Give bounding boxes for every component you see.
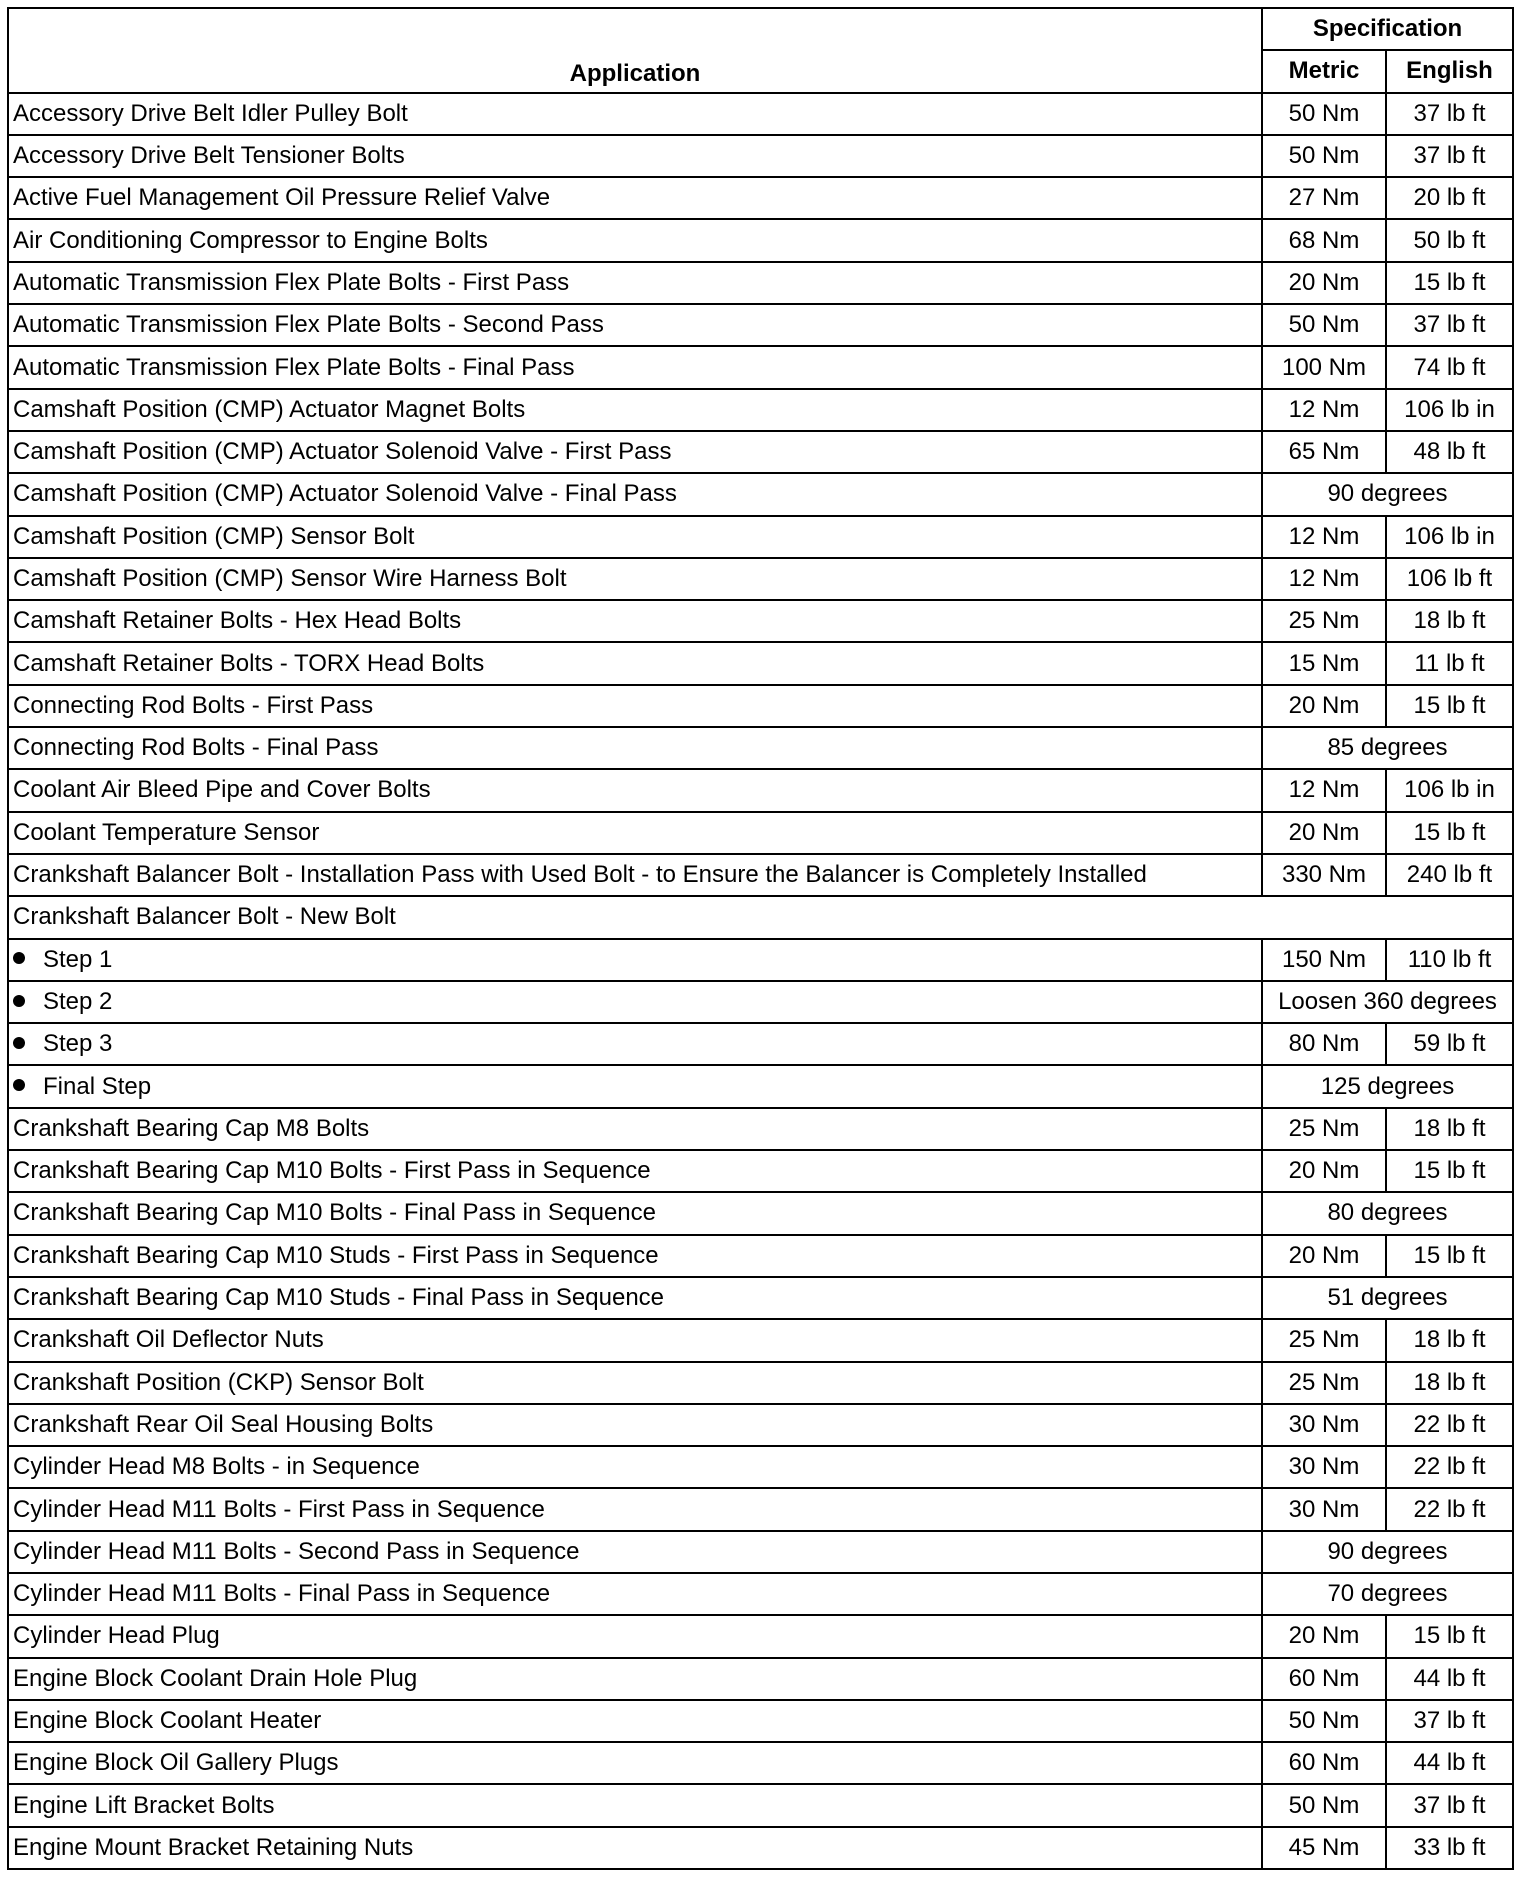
application-label: Coolant Temperature Sensor <box>13 818 320 846</box>
application-label: Crankshaft Bearing Cap M10 Bolts - First Pass in Sequence <box>13 1157 651 1185</box>
table-row <box>8 1150 1513 1192</box>
english-value-cell: 50 lb ft <box>1386 219 1513 261</box>
spec-value-cell: 90 degrees <box>1262 1531 1513 1573</box>
metric-value-cell: 30 Nm <box>1262 1488 1386 1530</box>
application-label: Engine Block Coolant Heater <box>13 1707 322 1735</box>
application-cell <box>8 304 1262 346</box>
application-cell <box>8 219 1262 261</box>
application-cell <box>8 642 1262 684</box>
metric-value-cell: 25 Nm <box>1262 1362 1386 1404</box>
table-row <box>8 346 1513 388</box>
application-label: Cylinder Head M11 Bolts - First Pass in Sequence <box>13 1495 545 1523</box>
application-cell <box>8 1827 1262 1869</box>
application-label: Crankshaft Bearing Cap M8 Bolts <box>13 1114 370 1142</box>
application-cell <box>8 558 1262 600</box>
application-label: Engine Lift Bracket Bolts <box>13 1791 275 1819</box>
bullet-icon <box>13 995 25 1007</box>
application-label: Camshaft Position (CMP) Actuator Solenoid Valve - Final Pass <box>13 480 677 508</box>
metric-value-cell: 50 Nm <box>1262 1784 1386 1826</box>
metric-value-cell: 80 Nm <box>1262 1023 1386 1065</box>
application-cell <box>8 177 1262 219</box>
table-row <box>8 219 1513 261</box>
application-cell <box>8 1658 1262 1700</box>
english-value-cell: 44 lb ft <box>1386 1658 1513 1700</box>
application-cell <box>8 1108 1262 1150</box>
application-label: Crankshaft Position (CKP) Sensor Bolt <box>13 1368 424 1396</box>
english-value-cell: 106 lb in <box>1386 516 1513 558</box>
table-row <box>8 685 1513 727</box>
table-row <box>8 600 1513 642</box>
application-label: Camshaft Position (CMP) Actuator Magnet Bolts <box>13 395 526 423</box>
spec-value-cell: 70 degrees <box>1262 1573 1513 1615</box>
table-row <box>8 1277 1513 1319</box>
english-value-cell: 22 lb ft <box>1386 1488 1513 1530</box>
application-label: Engine Block Oil Gallery Plugs <box>13 1749 339 1777</box>
table-row <box>8 1362 1513 1404</box>
application-label: Camshaft Position (CMP) Actuator Solenoid Valve - First Pass <box>13 438 672 466</box>
english-value-cell: 240 lb ft <box>1386 854 1513 896</box>
table-row <box>8 1742 1513 1784</box>
table-row <box>8 1192 1513 1234</box>
application-label: Active Fuel Management Oil Pressure Relief Valve <box>13 184 551 212</box>
header-row-top <box>8 8 1513 50</box>
application-cell <box>8 1700 1262 1742</box>
application-cell <box>8 93 1262 135</box>
metric-value-cell: 150 Nm <box>1262 939 1386 981</box>
table-row <box>8 642 1513 684</box>
torque-spec-table <box>7 7 1514 1870</box>
application-cell <box>8 854 1262 896</box>
table-row <box>8 1784 1513 1826</box>
application-label: Engine Block Coolant Drain Hole Plug <box>13 1664 418 1692</box>
bullet-icon <box>13 952 25 964</box>
application-cell <box>8 346 1262 388</box>
spec-value-cell: 90 degrees <box>1262 473 1513 515</box>
table-row <box>8 177 1513 219</box>
application-cell <box>8 431 1262 473</box>
header-application: Application <box>8 8 1262 93</box>
application-label: Step 3 <box>43 1030 113 1058</box>
english-value-cell: 110 lb ft <box>1386 939 1513 981</box>
metric-value-cell: 50 Nm <box>1262 304 1386 346</box>
spec-value-cell: Loosen 360 degrees <box>1262 981 1513 1023</box>
metric-value-cell: 50 Nm <box>1262 93 1386 135</box>
application-cell <box>8 769 1262 811</box>
metric-value-cell: 20 Nm <box>1262 1235 1386 1277</box>
table-row <box>8 516 1513 558</box>
application-label: Camshaft Retainer Bolts - TORX Head Bolts <box>13 649 485 677</box>
application-label: Accessory Drive Belt Idler Pulley Bolt <box>13 99 408 127</box>
metric-value-cell: 12 Nm <box>1262 389 1386 431</box>
metric-value-cell: 20 Nm <box>1262 262 1386 304</box>
english-value-cell: 15 lb ft <box>1386 812 1513 854</box>
metric-value-cell: 25 Nm <box>1262 1319 1386 1361</box>
application-cell <box>8 1531 1262 1573</box>
application-label: Crankshaft Bearing Cap M10 Bolts - Final Pass in Sequence <box>13 1199 656 1227</box>
english-value-cell: 15 lb ft <box>1386 1235 1513 1277</box>
english-value-cell: 15 lb ft <box>1386 1615 1513 1657</box>
application-cell <box>8 1235 1262 1277</box>
application-label: Connecting Rod Bolts - Final Pass <box>13 734 379 762</box>
metric-value-cell: 65 Nm <box>1262 431 1386 473</box>
application-cell <box>8 896 1513 938</box>
metric-value-cell: 330 Nm <box>1262 854 1386 896</box>
metric-value-cell: 20 Nm <box>1262 1615 1386 1657</box>
application-label: Automatic Transmission Flex Plate Bolts - Final Pass <box>13 353 575 381</box>
table-body <box>8 93 1513 1869</box>
english-value-cell: 22 lb ft <box>1386 1404 1513 1446</box>
table-row <box>8 939 1513 981</box>
table-row <box>8 389 1513 431</box>
table-row <box>8 727 1513 769</box>
application-label: Crankshaft Bearing Cap M10 Studs - First Pass in Sequence <box>13 1241 659 1269</box>
application-cell <box>8 1404 1262 1446</box>
metric-value-cell: 25 Nm <box>1262 1108 1386 1150</box>
application-cell <box>8 516 1262 558</box>
application-label: Camshaft Position (CMP) Sensor Bolt <box>13 522 415 550</box>
table-row <box>8 1065 1513 1107</box>
table-row <box>8 1023 1513 1065</box>
metric-value-cell: 30 Nm <box>1262 1404 1386 1446</box>
application-label: Engine Mount Bracket Retaining Nuts <box>13 1833 414 1861</box>
application-label: Crankshaft Balancer Bolt - New Bolt <box>13 903 396 931</box>
metric-value-cell: 50 Nm <box>1262 1700 1386 1742</box>
english-value-cell: 74 lb ft <box>1386 346 1513 388</box>
table-row <box>8 1658 1513 1700</box>
spec-value-cell: 51 degrees <box>1262 1277 1513 1319</box>
table-row <box>8 1531 1513 1573</box>
application-label: Final Step <box>43 1072 152 1100</box>
table-row <box>8 558 1513 600</box>
application-cell <box>8 685 1262 727</box>
table-row <box>8 981 1513 1023</box>
english-value-cell: 18 lb ft <box>1386 1362 1513 1404</box>
header-english: English <box>1386 50 1513 92</box>
application-cell <box>8 1277 1262 1319</box>
table-row <box>8 1827 1513 1869</box>
table-row <box>8 1488 1513 1530</box>
english-value-cell: 18 lb ft <box>1386 1108 1513 1150</box>
table-row <box>8 812 1513 854</box>
application-cell <box>8 1446 1262 1488</box>
table-row <box>8 93 1513 135</box>
application-label: Crankshaft Balancer Bolt - Installation Pass with Used Bolt - to Ensure the Balancer is Completely Installed <box>13 861 1147 889</box>
table-row <box>8 854 1513 896</box>
spec-value-cell: 85 degrees <box>1262 727 1513 769</box>
metric-value-cell: 68 Nm <box>1262 219 1386 261</box>
table-row <box>8 473 1513 515</box>
table-row <box>8 1615 1513 1657</box>
metric-value-cell: 20 Nm <box>1262 685 1386 727</box>
english-value-cell: 37 lb ft <box>1386 93 1513 135</box>
metric-value-cell: 25 Nm <box>1262 600 1386 642</box>
application-label: Cylinder Head M8 Bolts - in Sequence <box>13 1453 420 1481</box>
english-value-cell: 37 lb ft <box>1386 1784 1513 1826</box>
table-row <box>8 1235 1513 1277</box>
application-label: Cylinder Head M11 Bolts - Second Pass in Sequence <box>13 1537 580 1565</box>
metric-value-cell: 60 Nm <box>1262 1742 1386 1784</box>
english-value-cell: 33 lb ft <box>1386 1827 1513 1869</box>
metric-value-cell: 30 Nm <box>1262 1446 1386 1488</box>
english-value-cell: 106 lb in <box>1386 769 1513 811</box>
metric-value-cell: 12 Nm <box>1262 769 1386 811</box>
application-label: Coolant Air Bleed Pipe and Cover Bolts <box>13 776 431 804</box>
application-cell <box>8 1065 1262 1107</box>
application-cell <box>8 135 1262 177</box>
english-value-cell: 106 lb in <box>1386 389 1513 431</box>
english-value-cell: 20 lb ft <box>1386 177 1513 219</box>
header-specification: Specification <box>1262 8 1513 50</box>
english-value-cell: 44 lb ft <box>1386 1742 1513 1784</box>
table-row <box>8 896 1513 938</box>
application-cell <box>8 1150 1262 1192</box>
table-row <box>8 1573 1513 1615</box>
application-cell <box>8 1488 1262 1530</box>
application-label: Crankshaft Rear Oil Seal Housing Bolts <box>13 1410 434 1438</box>
table-row <box>8 304 1513 346</box>
metric-value-cell: 27 Nm <box>1262 177 1386 219</box>
application-label: Automatic Transmission Flex Plate Bolts - First Pass <box>13 268 570 296</box>
english-value-cell: 37 lb ft <box>1386 304 1513 346</box>
application-cell <box>8 1615 1262 1657</box>
application-label: Step 1 <box>43 945 113 973</box>
english-value-cell: 106 lb ft <box>1386 558 1513 600</box>
metric-value-cell: 100 Nm <box>1262 346 1386 388</box>
application-cell <box>8 812 1262 854</box>
metric-value-cell: 15 Nm <box>1262 642 1386 684</box>
application-cell <box>8 981 1262 1023</box>
table-row <box>8 769 1513 811</box>
application-cell <box>8 1742 1262 1784</box>
application-label: Crankshaft Bearing Cap M10 Studs - Final Pass in Sequence <box>13 1284 665 1312</box>
application-label: Cylinder Head M11 Bolts - Final Pass in Sequence <box>13 1580 551 1608</box>
bullet-icon <box>13 1079 25 1091</box>
application-cell <box>8 600 1262 642</box>
application-cell <box>8 939 1262 981</box>
application-label: Crankshaft Oil Deflector Nuts <box>13 1326 324 1354</box>
english-value-cell: 11 lb ft <box>1386 642 1513 684</box>
header-metric: Metric <box>1262 50 1386 92</box>
application-label: Camshaft Position (CMP) Sensor Wire Harness Bolt <box>13 565 567 592</box>
english-value-cell: 18 lb ft <box>1386 1319 1513 1361</box>
table-row <box>8 1319 1513 1361</box>
metric-value-cell: 20 Nm <box>1262 1150 1386 1192</box>
english-value-cell: 37 lb ft <box>1386 135 1513 177</box>
english-value-cell: 37 lb ft <box>1386 1700 1513 1742</box>
english-value-cell: 15 lb ft <box>1386 262 1513 304</box>
application-cell <box>8 262 1262 304</box>
application-cell <box>8 1573 1262 1615</box>
metric-value-cell: 12 Nm <box>1262 558 1386 600</box>
application-cell <box>8 1192 1262 1234</box>
application-cell <box>8 473 1262 515</box>
english-value-cell: 15 lb ft <box>1386 1150 1513 1192</box>
metric-value-cell: 12 Nm <box>1262 516 1386 558</box>
application-cell <box>8 1784 1262 1826</box>
table-row <box>8 1404 1513 1446</box>
table-row <box>8 135 1513 177</box>
table-row <box>8 1700 1513 1742</box>
metric-value-cell: 45 Nm <box>1262 1827 1386 1869</box>
application-label: Connecting Rod Bolts - First Pass <box>13 691 374 719</box>
table-row <box>8 431 1513 473</box>
application-cell <box>8 1023 1262 1065</box>
spec-value-cell: 80 degrees <box>1262 1192 1513 1234</box>
application-label: Camshaft Retainer Bolts - Hex Head Bolts <box>13 607 462 635</box>
english-value-cell: 18 lb ft <box>1386 600 1513 642</box>
english-value-cell: 15 lb ft <box>1386 685 1513 727</box>
metric-value-cell: 60 Nm <box>1262 1658 1386 1700</box>
application-label: Accessory Drive Belt Tensioner Bolts <box>13 142 405 170</box>
table-row <box>8 1446 1513 1488</box>
application-cell <box>8 727 1262 769</box>
application-cell <box>8 389 1262 431</box>
application-label: Air Conditioning Compressor to Engine Bolts <box>13 226 488 254</box>
spec-value-cell: 125 degrees <box>1262 1065 1513 1107</box>
table-row <box>8 262 1513 304</box>
application-cell <box>8 1362 1262 1404</box>
metric-value-cell: 20 Nm <box>1262 812 1386 854</box>
english-value-cell: 48 lb ft <box>1386 431 1513 473</box>
application-label: Automatic Transmission Flex Plate Bolts - Second Pass <box>13 311 604 339</box>
metric-value-cell: 50 Nm <box>1262 135 1386 177</box>
application-label: Cylinder Head Plug <box>13 1622 220 1650</box>
english-value-cell: 22 lb ft <box>1386 1446 1513 1488</box>
english-value-cell: 59 lb ft <box>1386 1023 1513 1065</box>
application-label: Step 2 <box>43 987 113 1015</box>
bullet-icon <box>13 1037 25 1049</box>
application-cell <box>8 1319 1262 1361</box>
table-row <box>8 1108 1513 1150</box>
